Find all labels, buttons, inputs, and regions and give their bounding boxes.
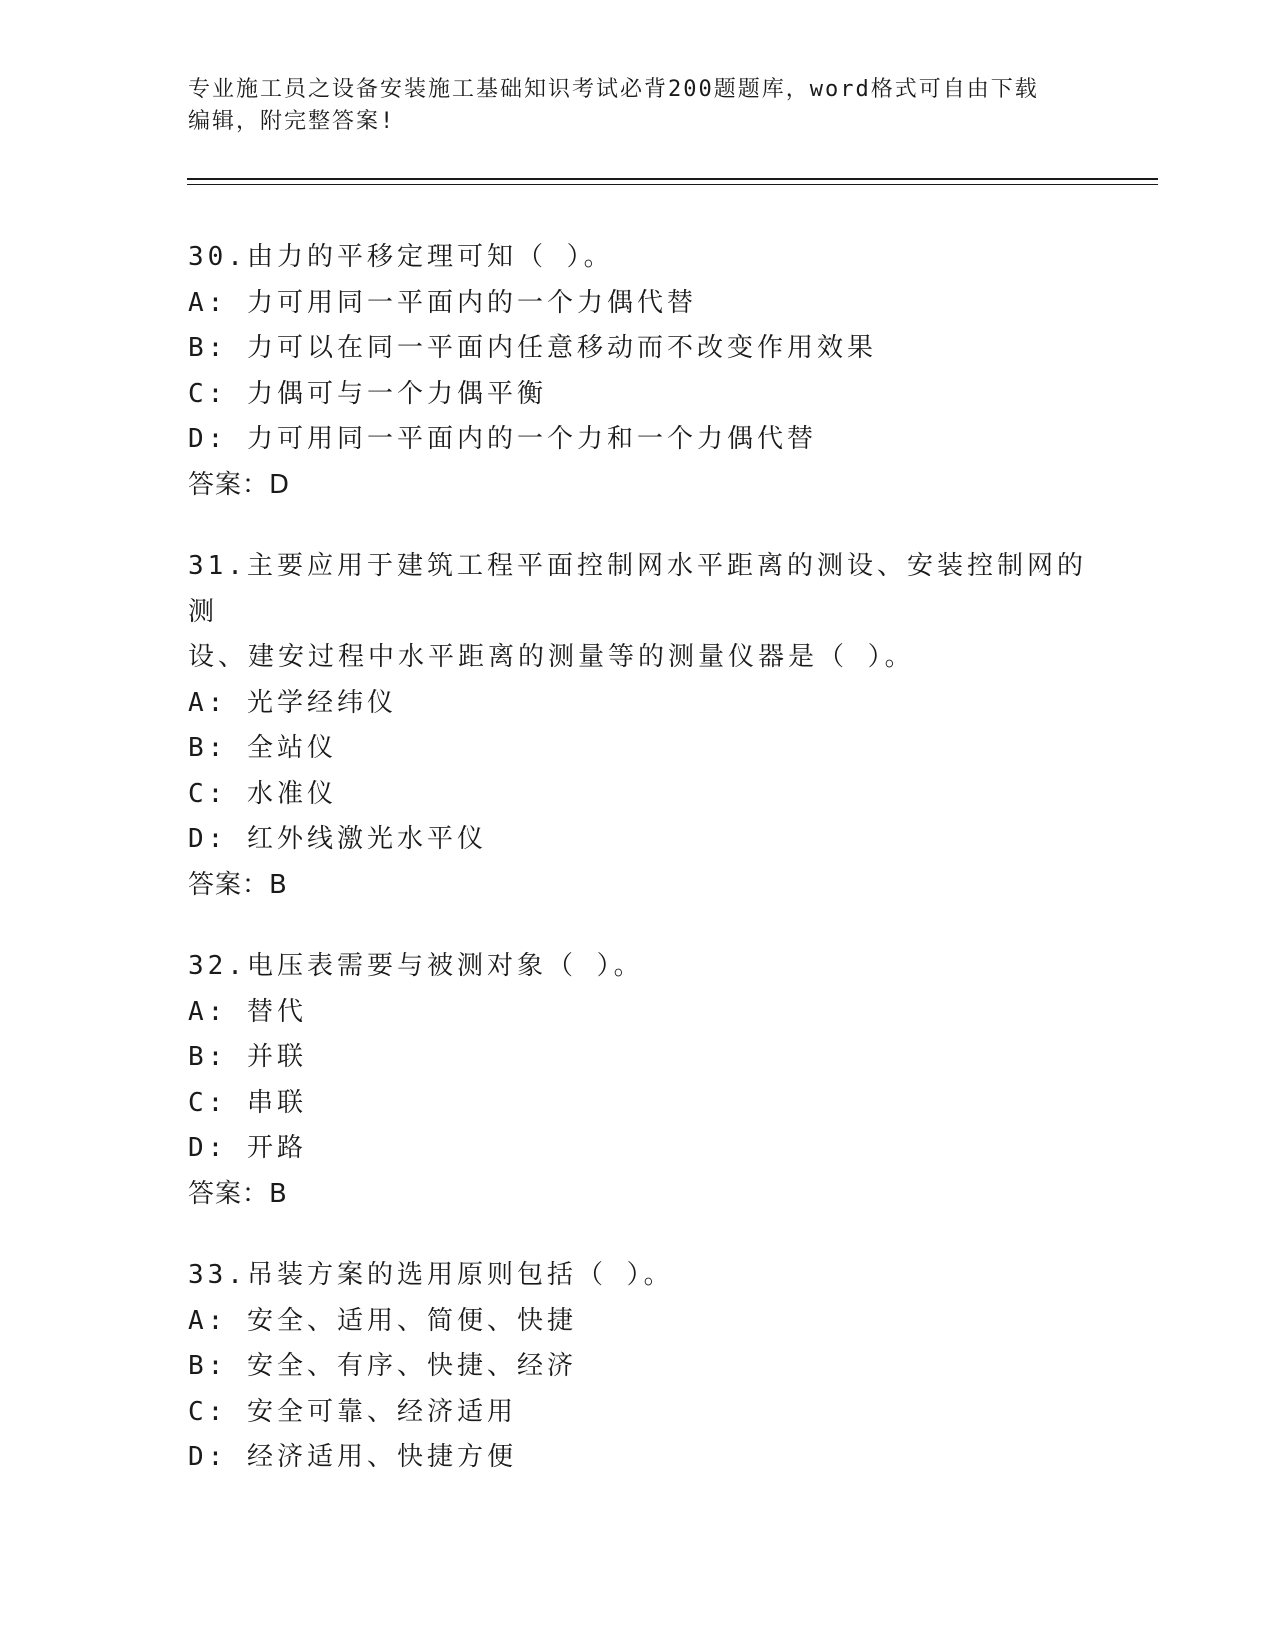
question-33	[188, 1253, 1088, 1481]
question-30	[188, 235, 1088, 508]
header-line-1: 专业施工员之设备安装施工基础知识考试必背200题题库，word格式可自由下载	[188, 77, 1039, 102]
option-d: D: 开路	[188, 1133, 307, 1163]
question-text-line-1: 31.主要应用于建筑工程平面控制网水平距离的测设、安装控制网的测	[188, 551, 1087, 627]
option-b: B: 全站仪	[188, 733, 337, 763]
question-text: 32.电压表需要与被测对象（ ）。	[188, 951, 644, 981]
header-line-2: 编辑，附完整答案!	[188, 109, 396, 134]
question-32	[188, 944, 1088, 1217]
header-divider-thin	[187, 184, 1158, 185]
option-a: A: 安全、适用、简便、快捷	[188, 1305, 577, 1336]
option-c: C: 力偶可与一个力偶平衡	[188, 378, 547, 409]
question-31	[188, 544, 1088, 908]
option-b: B: 并联	[188, 1042, 307, 1072]
question-list	[188, 235, 1088, 1517]
question-text: 30.由力的平移定理可知（ ）。	[188, 242, 614, 272]
option-c: C: 水准仪	[188, 778, 337, 809]
option-b: B: 力可以在同一平面内任意移动而不改变作用效果	[188, 333, 877, 363]
option-a: A: 替代	[188, 996, 307, 1027]
answer: 答案：B	[188, 1178, 288, 1209]
answer: 答案：D	[188, 469, 291, 500]
question-text-line-2: 设、建安过程中水平距离的测量等的测量仪器是（ ）。	[188, 642, 915, 672]
document-header	[188, 74, 1088, 138]
option-a: A: 力可用同一平面内的一个力偶代替	[188, 287, 697, 318]
option-a: A: 光学经纬仪	[188, 687, 397, 718]
option-b: B: 安全、有序、快捷、经济	[188, 1351, 577, 1381]
option-d: D: 经济适用、快捷方便	[188, 1442, 517, 1472]
question-text: 33.吊装方案的选用原则包括（ ）。	[188, 1260, 674, 1290]
option-d: D: 红外线激光水平仪	[188, 824, 487, 854]
option-c: C: 串联	[188, 1087, 307, 1118]
header-divider-thick	[187, 178, 1158, 180]
answer: 答案：B	[188, 869, 288, 900]
option-c: C: 安全可靠、经济适用	[188, 1396, 517, 1427]
option-d: D: 力可用同一平面内的一个力和一个力偶代替	[188, 424, 817, 454]
